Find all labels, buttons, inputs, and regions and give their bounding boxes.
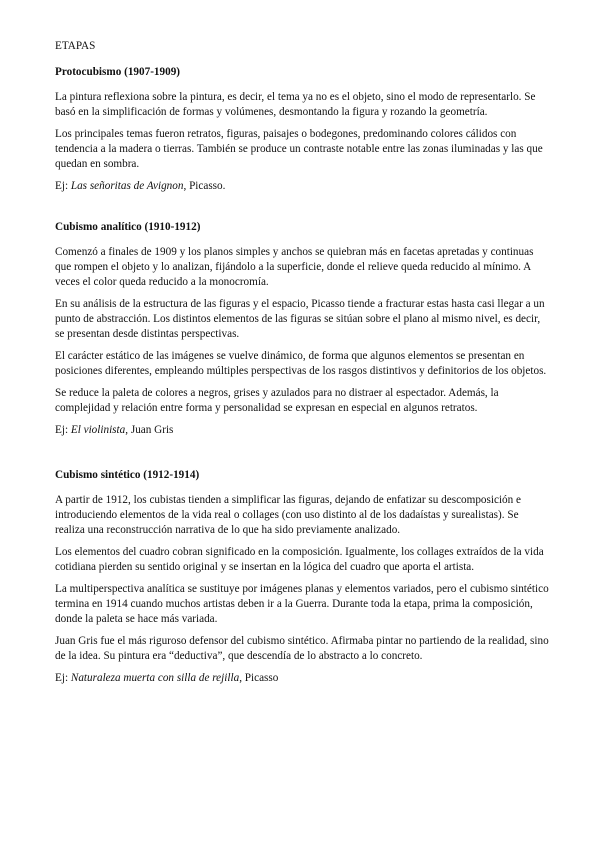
example-work-title: El violinista: [70, 424, 126, 436]
paragraph: Juan Gris fue el más riguroso defensor del cubismo sintético. Afirmaba pintar no partiendo de la realidad, sino de la idea. Su pintura era “deductiva”, que descendía de lo abstracto a lo concreto.: [55, 635, 549, 662]
paragraph: La multiperspectiva analítica se sustituye por imágenes planas y elementos variados, pero el cubismo sintético termina en 1914 cuando muchos artistas deben ir a la Guerra. Durante toda la etapa, prima la composición, donde la paleta se hace más variada.: [55, 583, 549, 625]
example-line: [55, 423, 551, 438]
paragraph: Comenzó a finales de 1909 y los planos simples y anchos se quiebran más en facetas apretadas y continuas que rompen el objeto y lo analizan, fijándolo a la superficie, donde el relieve queda reducido al mínimo. A veces el color queda reducido a la monocromía.: [55, 246, 534, 288]
example-prefix: Ej:: [55, 180, 71, 192]
example-author: , Picasso: [239, 672, 279, 684]
example-work-title: Las señoritas de Avignon: [70, 180, 184, 192]
paragraph: En su análisis de la estructura de las figuras y el espacio, Picasso tiende a fracturar estas hasta casi llegar a un punto de abstracción. Los distintos elementos de las figuras se sitúan sobre el plano al mismo nivel, es decir, se presentan desde distintas perspectivas.: [55, 298, 545, 340]
example-line: [55, 671, 551, 686]
section-heading: Cubismo analítico (1910-1912): [55, 221, 201, 233]
section-heading: Protocubismo (1907-1909): [55, 66, 181, 78]
paragraph: Se reduce la paleta de colores a negros, grises y azulados para no distraer al espectador. Además, la complejidad y relación entre forma y personalidad se expresan en especial en algunos retratos.: [55, 387, 499, 414]
section-protocubismo: [55, 65, 551, 194]
section-cubismo-analitico: [55, 220, 551, 438]
section-cubismo-sintetico: [55, 468, 551, 686]
example-prefix: Ej:: [55, 672, 71, 684]
paragraph: Los principales temas fueron retratos, figuras, paisajes o bodegones, predominando colores cálidos con tendencia a la madera o tierras. También se produce un contraste notable entre las zonas iluminadas y las que quedan en sombra.: [55, 128, 543, 170]
paragraph: El carácter estático de las imágenes se vuelve dinámico, de forma que algunos elementos se presentan en posiciones diferentes, empleando múltiples perspectivas de los rasgos distintivos y definitorios de los objetos.: [55, 350, 547, 377]
example-prefix: Ej:: [55, 424, 71, 436]
example-work-title: Naturaleza muerta con silla de rejilla: [70, 672, 240, 684]
document-title: ETAPAS: [55, 40, 96, 52]
paragraph: La pintura reflexiona sobre la pintura, es decir, el tema ya no es el objeto, sino el modo de representarlo. Se basó en la simplificación de formas y volúmenes, desmontando la figura y rozando la geometría.: [55, 91, 536, 118]
paragraph: Los elementos del cuadro cobran significado en la composición. Igualmente, los collages extraídos de la vida cotidiana pierden su sentido original y se insertan en la lógica del cuadro que aporta el artista.: [55, 546, 544, 573]
example-line: [55, 179, 551, 194]
document-body: [55, 39, 551, 686]
paragraph: A partir de 1912, los cubistas tienden a simplificar las figuras, dejando de enfatizar su descomposición e introduciendo elementos de la vida real o collages (con uso distinto al de los dadaístas y surealistas). Se realiza una reconstrucción narrativa de lo que ha sido previamente analizado.: [55, 494, 522, 536]
example-author: , Juan Gris: [125, 424, 174, 436]
example-author: , Picasso.: [183, 180, 226, 192]
section-heading: Cubismo sintético (1912-1914): [55, 469, 200, 481]
